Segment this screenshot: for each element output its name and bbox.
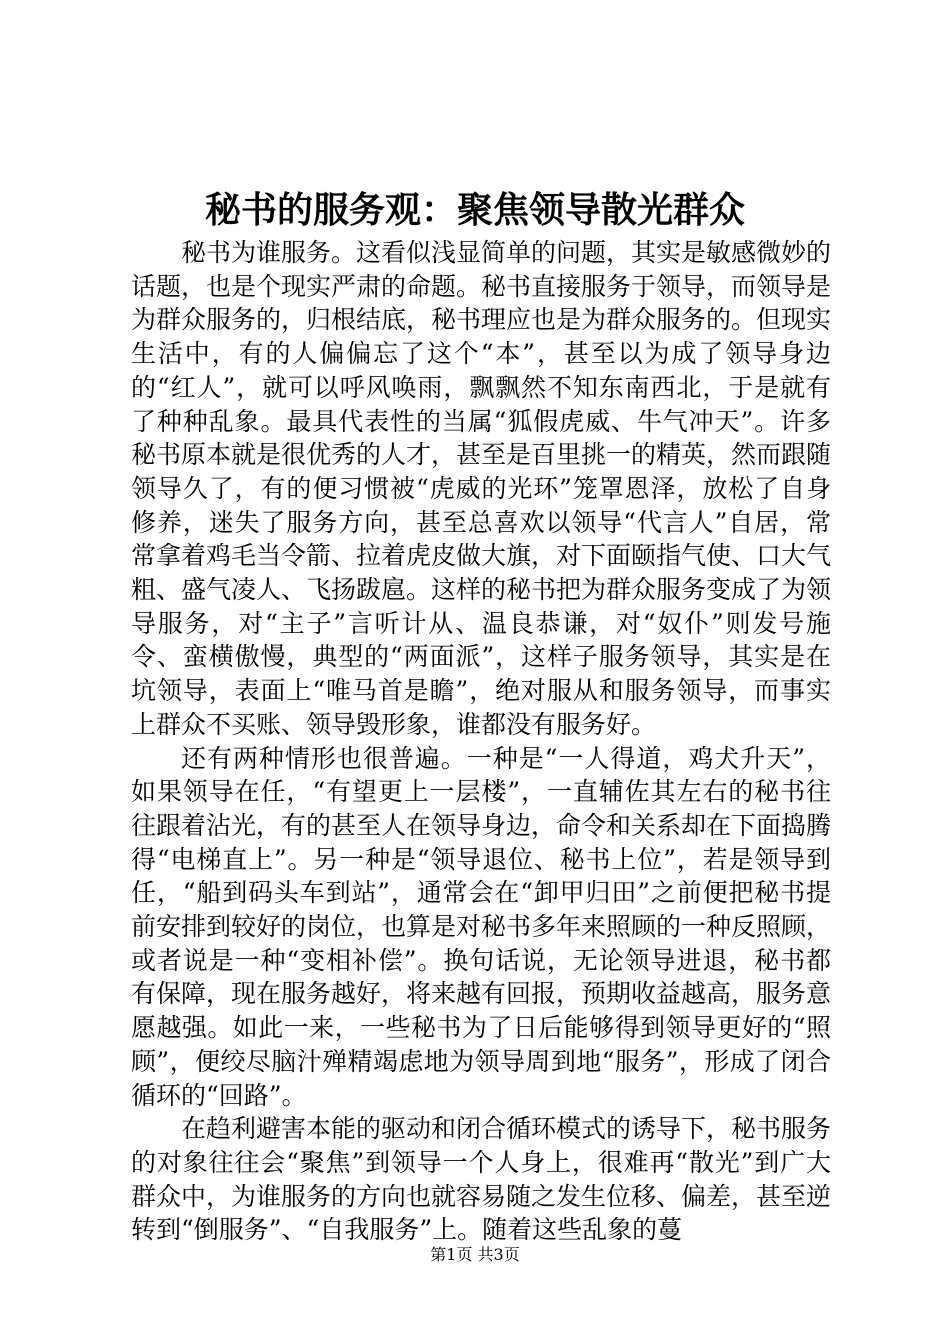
paragraph-2: 还有两种情形也很普遍。一种是“一人得道，鸡犬升天”，如果领导在任，“有望更上一层楼”，一直辅佐其左右的秘书往往跟着沾光，有的甚至人在领导身边，命令和关系却在下面捣腾得“电梯直上”。另一种是“领导退位、秘书上位”，若是领导到任，“船到码头车到站”，通常会在“卸甲归田”之前便把秘书提前安排到较好的岗位，也算是对秘书多年来照顾的一种反照顾，或者说是一种“变相补偿”。换句话说，无论领导进退，秘书都有保障，现在服务越好，将来越有回报，预期收益越高，服务意愿越强。如此一来，一些秘书为了日后能够得到领导更好的“照顾”，便绞尽脑汁殚精竭虑地为领导周到地“服务”，形成了闭合循环的“回路”。 (131, 743, 832, 1110)
paragraph-3: 在趋利避害本能的驱动和闭合循环模式的诱导下，秘书服务的对象往往会“聚焦”到领导一个人身上，很难再“散光”到广大群众中，为谁服务的方向也就容易随之发生位移、偏差，甚至逆转到“倒服务”、“自我服务”上。随着这些乱象的蔓 (131, 1114, 832, 1245)
document-title: 秘书的服务观：聚焦领导散光群众 (204, 189, 745, 231)
document-body (131, 236, 831, 1247)
paragraph-1: 秘书为谁服务。这看似浅显简单的问题，其实是敏感微妙的话题，也是个现实严肃的命题。秘书直接服务于领导，而领导是为群众服务的，归根结底，秘书理应也是为群众服务的。但现实生活中，有的人偏偏忘了这个“本”，甚至以为成了领导身边的“红人”，就可以呼风唤雨，飘飘然不知东南西北，于是就有了种种乱象。最具代表性的当属“狐假虎威、牛气冲天”。许多秘书原本就是很优秀的人才，甚至是百里挑一的精英，然而跟随领导久了，有的便习惯被“虎威的光环”笼罩恩泽，放松了自身修养，迷失了服务方向，甚至总喜欢以领导“代言人”自居，常常拿着鸡毛当令箭、拉着虎皮做大旗，对下面颐指气使、口大气粗、盛气凌人、飞扬跋扈。这样的秘书把为群众服务变成了为领导服务，对“主子”言听计从、温良恭谦，对“奴仆”则发号施令、蛮横傲慢，典型的“两面派”，这样子服务领导，其实是在坑领导，表面上“唯马首是瞻”，绝对服从和服务领导，而事实上群众不买账、领导毁形象，谁都没有服务好。 (131, 238, 832, 739)
page-number-footer: 第1页 共3页 (430, 1245, 520, 1264)
